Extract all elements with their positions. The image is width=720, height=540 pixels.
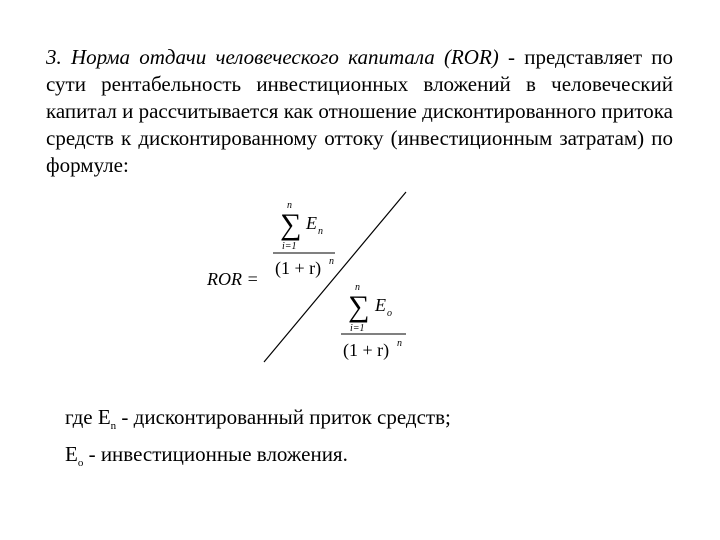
ror-label: ROR = <box>207 269 259 289</box>
numerator-sub-bottom: o <box>387 308 392 319</box>
legend-var-en: где E <box>65 405 111 429</box>
formula-legend <box>65 403 451 477</box>
legend-sub-n: n <box>110 420 117 432</box>
exponent-top: n <box>329 256 334 267</box>
sum-upper-limit-top: n <box>287 200 292 211</box>
sum-symbol-top: ∑ <box>280 208 302 241</box>
numerator-var-bottom: E <box>375 295 386 315</box>
legend-line-inflow <box>65 403 451 440</box>
sum-lower-limit-bottom: i=1 <box>350 323 365 334</box>
numerator-var-top: E <box>306 213 317 233</box>
denominator-bottom: (1 + r) <box>343 340 390 360</box>
legend-var-eo: E <box>65 442 78 466</box>
denominator-top: (1 + r) <box>275 258 322 278</box>
sum-symbol-bottom: ∑ <box>348 290 370 323</box>
paragraph-body: представляет по сути рентабельность инвестиционных вложений в человеческий капитал и рассчитывается как отношение дисконтированного притока средств к дисконтированному оттоку (инвестиционным затратам) по формуле: <box>46 45 674 177</box>
legend-sub-o: o <box>77 457 84 469</box>
legend-text-investment: - инвестиционные вложения. <box>83 442 348 466</box>
sum-upper-limit-bottom: n <box>355 282 360 293</box>
exponent-bottom: n <box>397 338 402 349</box>
sum-lower-limit-top: i=1 <box>282 241 297 252</box>
legend-line-investment <box>65 440 451 477</box>
numerator-sub-top: n <box>318 226 323 237</box>
legend-text-inflow: - дисконтированный приток средств; <box>116 405 451 429</box>
paragraph-lead: 3. Норма отдачи человеческого капитала (ROR) - <box>46 45 516 69</box>
